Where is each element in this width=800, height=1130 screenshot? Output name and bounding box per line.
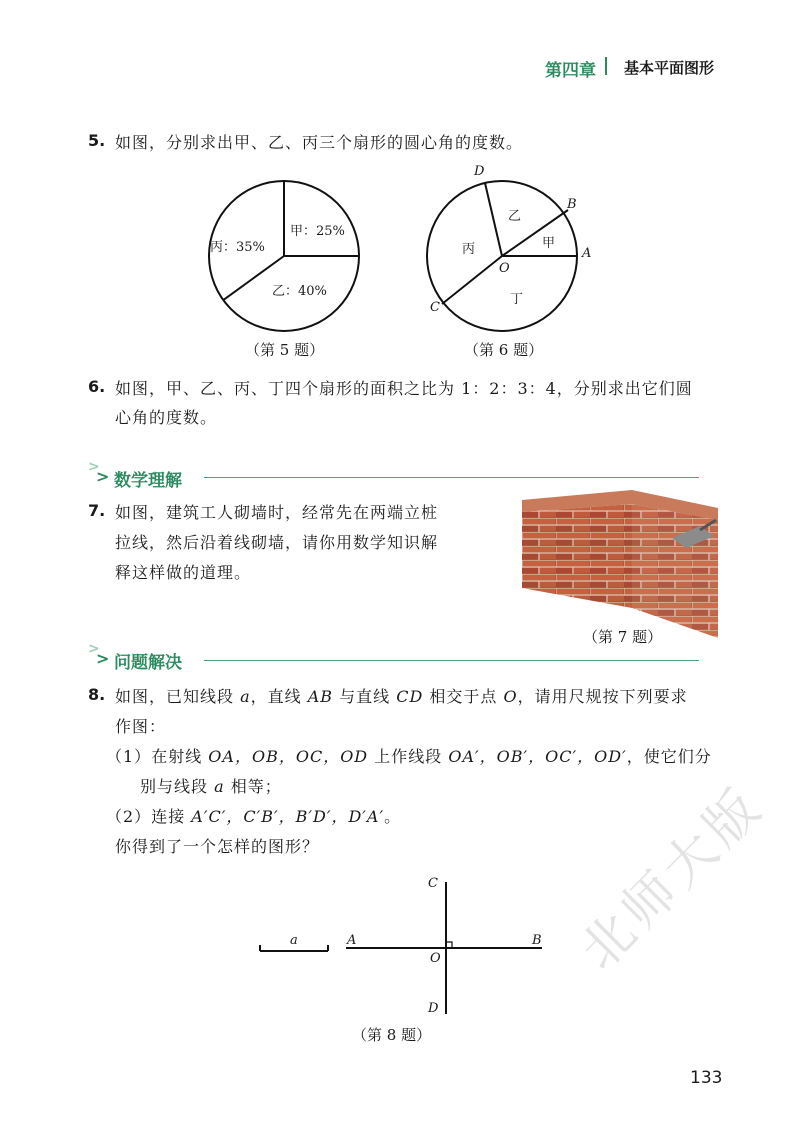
fig8-label-D: D — [428, 1001, 439, 1016]
chapter-title: 基本平面图形 — [624, 59, 715, 77]
fig7-caption: （第 7 题） — [583, 628, 663, 646]
fig5-pie-chart — [200, 172, 370, 342]
q8-sub1-line1: （1）在射线 OA，OB，OC，OD 上作线段 OA′，OB′，OC′，OD′，使它们分 — [106, 747, 712, 766]
fig6-point-C: C — [430, 300, 440, 315]
fig5-slice-bing-label: 丙：35% — [210, 240, 265, 255]
q7-line2: 拉线，然后沿着线砌墙，请你用数学知识解 — [115, 533, 439, 552]
section2-chevron-icon-light: > — [88, 641, 100, 657]
q8-line1: 如图，已知线段 a，直线 AB 与直线 CD 相交于点 O，请用尺规按下列要求 — [115, 687, 688, 706]
header-divider — [605, 57, 607, 75]
fig6-sector-yi: 乙 — [508, 209, 522, 224]
q8-number: 8. — [88, 685, 106, 704]
fig8-caption: （第 8 题） — [352, 1026, 432, 1044]
wall-front — [522, 504, 632, 608]
fig6-ray-OC — [442, 256, 502, 304]
q6-number: 6. — [88, 377, 106, 396]
fig8-label-a: a — [290, 933, 298, 948]
q5-text: 如图，分别求出甲、乙、丙三个扇形的圆心角的度数。 — [115, 133, 524, 152]
q7-number: 7. — [88, 501, 106, 520]
chapter-label: 第四章 — [545, 61, 596, 81]
fig8-label-A: A — [347, 933, 357, 948]
fig6-circle-diagram — [420, 172, 590, 342]
section1-title: 数学理解 — [114, 471, 182, 491]
fig6-sector-bing: 丙 — [462, 242, 476, 257]
q8-line2: 作图： — [115, 717, 167, 736]
watermark: 北师大版 — [569, 775, 776, 982]
fig6-sector-ding: 丁 — [510, 292, 524, 307]
section1-rule — [204, 477, 699, 478]
fig8-label-O: O — [430, 951, 441, 966]
fig6-point-D: D — [474, 164, 485, 179]
fig8-label-B: B — [532, 933, 542, 948]
q7-line3: 释这样做的道理。 — [115, 563, 252, 582]
brick-wall-image — [522, 490, 718, 638]
q5-number: 5. — [88, 131, 106, 150]
q6-line1: 如图，甲、乙、丙、丁四个扇形的面积之比为 1：2：3：4，分别求出它们圆 — [115, 379, 693, 398]
fig8-label-C: C — [428, 876, 438, 891]
fig6-sector-jia: 甲 — [542, 236, 556, 251]
fig6-caption: （第 6 题） — [464, 341, 544, 359]
page-number: 133 — [690, 1068, 723, 1088]
section2-chevron-icon: > — [96, 649, 110, 668]
fig6-point-B: B — [567, 197, 577, 212]
fig5-slice-jia-label: 甲：25% — [290, 224, 345, 239]
q7-line1: 如图，建筑工人砌墙时，经常先在两端立桩 — [115, 503, 439, 522]
q6-line2: 心角的度数。 — [115, 408, 218, 427]
fig5-caption: （第 5 题） — [245, 341, 325, 359]
section1-chevron-icon: > — [96, 467, 110, 486]
fig5-slice-yi-label: 乙：40% — [272, 284, 327, 299]
q8-sub1-line2: 别与线段 a 相等； — [140, 777, 282, 796]
section2-title: 问题解决 — [114, 653, 182, 673]
section2-rule — [204, 660, 699, 661]
q8-sub2-line: （2）连接 A′C′，C′B′，B′D′，D′A′。 — [106, 807, 402, 826]
section1-chevron-icon-light: > — [88, 459, 100, 475]
fig6-point-O: O — [499, 261, 510, 276]
wall-side — [632, 504, 718, 638]
q8-question: 你得到了一个怎样的图形？ — [115, 837, 320, 856]
fig6-point-A: A — [582, 246, 592, 261]
fig6-ray-OD — [485, 183, 502, 256]
